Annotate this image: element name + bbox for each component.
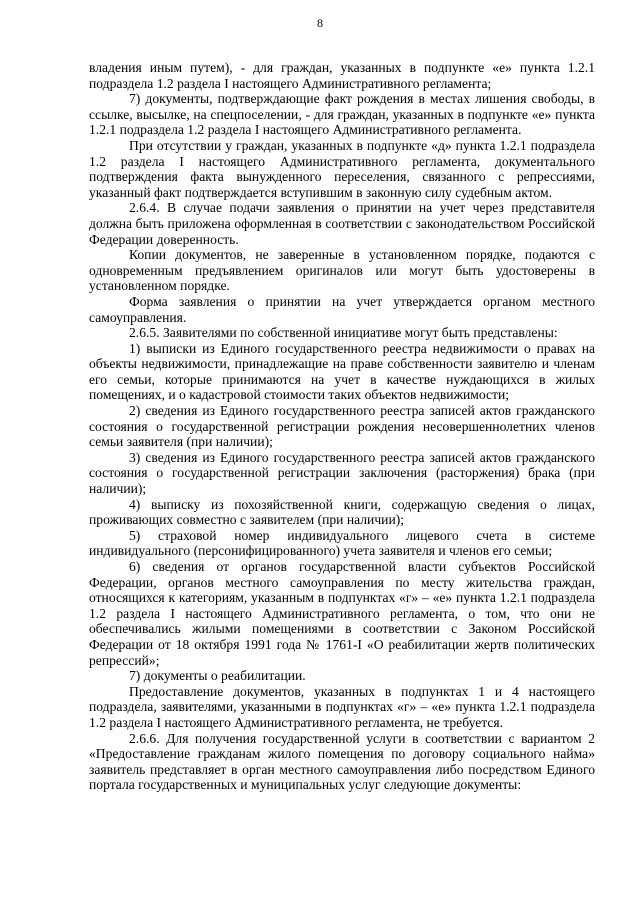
paragraph: Предоставление документов, указанных в подпунктах 1 и 4 настоящего подраздела, заявителями, указанными в подпунктах «г» – «е» пункта 1.2.1 подраздела 1.2 раздела I настоящего Административного регламента, не требуется. (89, 683, 595, 730)
list-item: 5) страховой номер индивидуального лицевого счета в системе индивидуального (персонифицированного) учета заявителя и членов его семьи; (89, 527, 595, 559)
paragraph: 7) документы, подтверждающие факт рождения в местах лишения свободы, в ссылке, высылке, на спецпоселении, - для граждан, указанных в подпункте «е» пункта 1.2.1 подраздела 1.2 раздела I настоящего Административного регламента. (89, 91, 595, 138)
paragraph: Копии документов, не заверенные в установленном порядке, подаются с одновременным предъявлением оригиналов или могут быть удостоверены в установленном порядке. (89, 247, 595, 294)
list-item: 7) документы о реабилитации. (129, 668, 306, 684)
document-body (89, 60, 595, 793)
paragraph: При отсутствии у граждан, указанных в подпункте «д» пункта 1.2.1 подраздела 1.2 раздела I настоящего Административного регламента, документального подтверждения факта вынужденного переселения, связанного с репрессиями, указанный факт подтверждается вступившим в законную силу судебным актом. (89, 137, 595, 200)
paragraph: 2.6.4. В случае подачи заявления о принятии на учет через представителя должна быть приложена оформленная в соответствии с законодательством Российской Федерации доверенность. (89, 200, 595, 247)
paragraph: владения иным путем), - для граждан, указанных в подпункте «е» пункта 1.2.1 подраздела 1.2 раздела I настоящего Административного регламента; (89, 60, 595, 91)
paragraph: 2.6.6. Для получения государственной услуги в соответствии с вариантом 2 «Предоставление гражданам жилого помещения по договору социального найма» заявитель представляет в орган местного самоуправления либо посредством Единого портала государственных и муниципальных услуг следующие документы: (89, 730, 595, 793)
list-item: 4) выписку из похозяйственной книги, содержащую сведения о лицах, проживающих совместно с заявителем (при наличии); (89, 496, 595, 528)
list-item: 3) сведения из Единого государственного реестра записей актов гражданского состояния о государственной регистрации заключения (расторжения) брака (при наличии); (89, 449, 595, 497)
paragraph: Форма заявления о принятии на учет утверждается органом местного самоуправления. (89, 293, 595, 325)
list-item: 6) сведения от органов государственной власти субъектов Российской Федерации, органов местного самоуправления по месту жительства граждан, относящихся к категориям, указанным в подпунктах «г» – «е» пункта 1.2.1 подраздела 1.2 раздела I настоящего Административного регламента, о том, что они не обеспечивались жилыми помещениями в соответствии с Законом Российской Федерации от 18 октября 1991 года № 1761-I «О реабилитации жертв политических репрессий»; (89, 559, 595, 668)
list-item: 2) сведения из Единого государственного реестра записей актов гражданского состояния о государственной регистрации рождения несовершеннолетних членов семьи заявителя (при наличии); (89, 403, 595, 450)
list-item: 1) выписки из Единого государственного реестра недвижимости о правах на объекты недвижимости, принадлежащие на праве собственности заявителю и членам его семьи, которые принимаются на учет в качестве нуждающихся в жилых помещениях, и о кадастровой стоимости таких объектов недвижимости; (89, 340, 595, 403)
page-number: 8 (317, 16, 323, 30)
paragraph: 2.6.5. Заявителями по собственной инициативе могут быть представлены: (129, 325, 558, 341)
